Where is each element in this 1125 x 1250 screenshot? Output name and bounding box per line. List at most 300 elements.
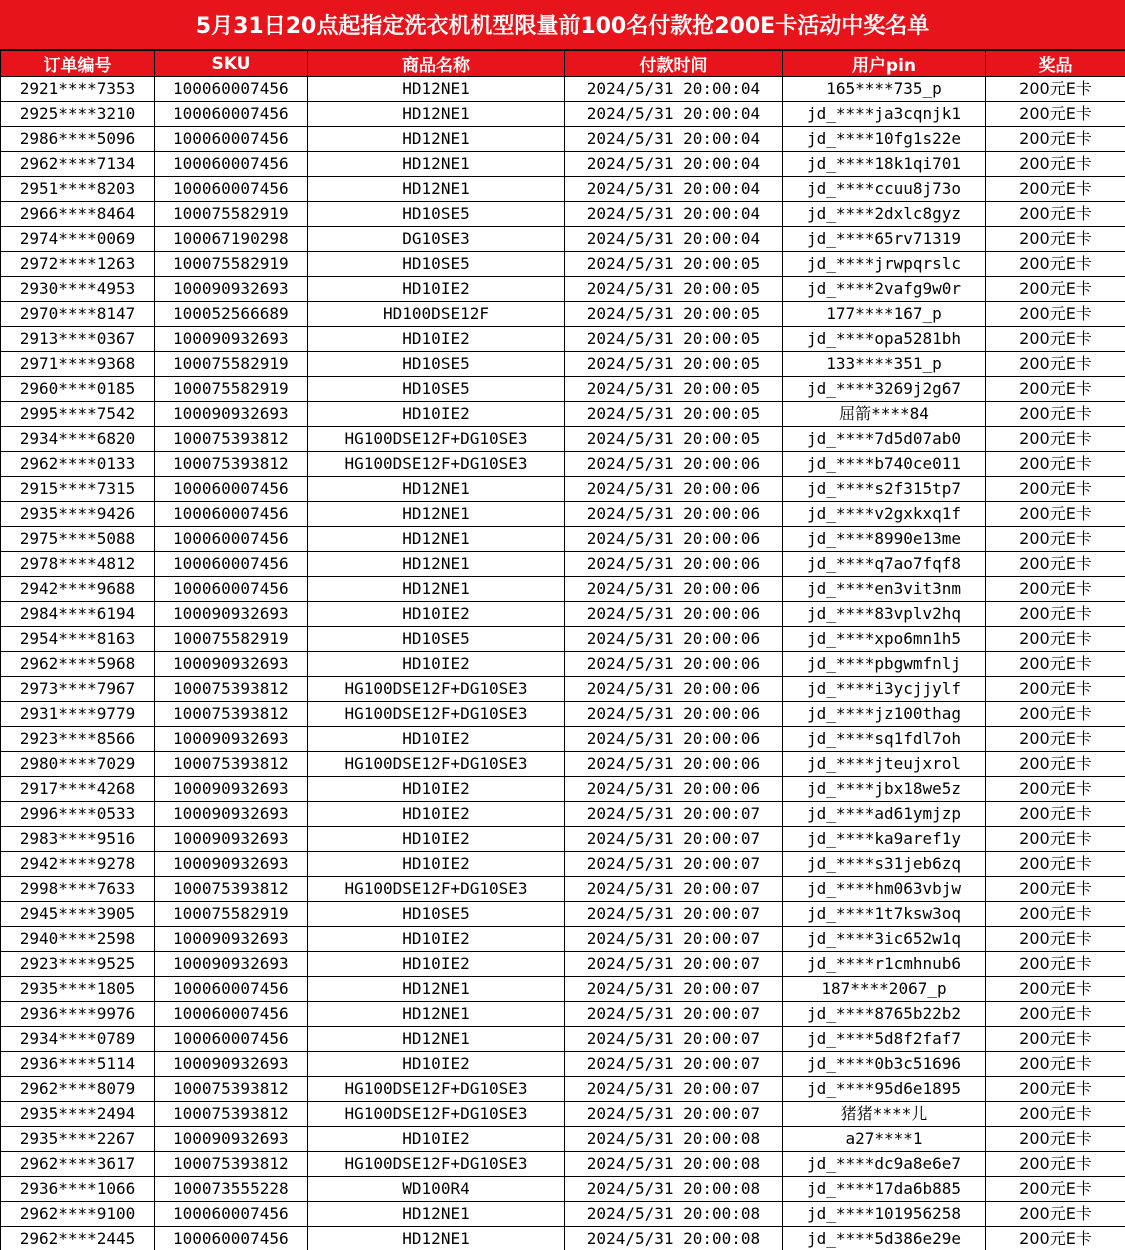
product-name-cell: HG100DSE12F+DG10SE3 — [308, 1077, 565, 1102]
product-name-cell: HD12NE1 — [308, 152, 565, 177]
order-id-cell: 2962****0133 — [1, 452, 155, 477]
sku-cell: 100060007456 — [155, 502, 308, 527]
user-pin-cell: jd_****jteujxrol — [783, 752, 986, 777]
payment-time-cell: 2024/5/31 20:00:05 — [565, 327, 783, 352]
table-row — [1, 352, 1125, 377]
sku-cell: 100090932693 — [155, 952, 308, 977]
table-row — [1, 152, 1125, 177]
payment-time-cell: 2024/5/31 20:00:08 — [565, 1177, 783, 1202]
table-row — [1, 527, 1125, 552]
product-name-cell: HD10IE2 — [308, 327, 565, 352]
product-name-cell: HG100DSE12F+DG10SE3 — [308, 677, 565, 702]
product-name-cell: HD12NE1 — [308, 977, 565, 1002]
product-name-cell: HD10IE2 — [308, 802, 565, 827]
user-pin-cell: jd_****ka9aref1y — [783, 827, 986, 852]
table-row — [1, 877, 1125, 902]
prize-cell: 200元E卡 — [986, 527, 1125, 552]
order-id-cell: 2971****9368 — [1, 352, 155, 377]
prize-cell: 200元E卡 — [986, 502, 1125, 527]
product-name-cell: HD10SE5 — [308, 902, 565, 927]
product-name-cell: HD12NE1 — [308, 1202, 565, 1227]
table-row — [1, 852, 1125, 877]
user-pin-cell: jd_****95d6e1895 — [783, 1077, 986, 1102]
payment-time-cell: 2024/5/31 20:00:08 — [565, 1202, 783, 1227]
order-id-cell: 2945****3905 — [1, 902, 155, 927]
user-pin-cell: a27****1 — [783, 1127, 986, 1152]
order-id-cell: 2913****0367 — [1, 327, 155, 352]
order-id-cell: 2984****6194 — [1, 602, 155, 627]
table-row — [1, 77, 1125, 102]
prize-cell: 200元E卡 — [986, 252, 1125, 277]
order-id-cell: 2915****7315 — [1, 477, 155, 502]
sku-cell: 100060007456 — [155, 552, 308, 577]
order-id-cell: 2962****7134 — [1, 152, 155, 177]
prize-cell: 200元E卡 — [986, 452, 1125, 477]
sku-cell: 100075582919 — [155, 202, 308, 227]
product-name-cell: HD100DSE12F — [308, 302, 565, 327]
order-id-cell: 2931****9779 — [1, 702, 155, 727]
payment-time-cell: 2024/5/31 20:00:04 — [565, 127, 783, 152]
order-id-cell: 2935****2267 — [1, 1127, 155, 1152]
product-name-cell: HG100DSE12F+DG10SE3 — [308, 702, 565, 727]
product-name-cell: HG100DSE12F+DG10SE3 — [308, 452, 565, 477]
payment-time-cell: 2024/5/31 20:00:06 — [565, 552, 783, 577]
payment-time-cell: 2024/5/31 20:00:05 — [565, 252, 783, 277]
payment-time-cell: 2024/5/31 20:00:07 — [565, 977, 783, 1002]
prize-cell: 200元E卡 — [986, 752, 1125, 777]
sku-cell: 100073555228 — [155, 1177, 308, 1202]
user-pin-cell: jd_****3ic652w1q — [783, 927, 986, 952]
product-name-cell: HG100DSE12F+DG10SE3 — [308, 1152, 565, 1177]
user-pin-cell: jd_****8765b22b2 — [783, 1002, 986, 1027]
user-pin-cell: jd_****17da6b885 — [783, 1177, 986, 1202]
product-name-cell: HD10IE2 — [308, 777, 565, 802]
table-row — [1, 127, 1125, 152]
payment-time-cell: 2024/5/31 20:00:06 — [565, 652, 783, 677]
sku-cell: 100060007456 — [155, 77, 308, 102]
table-row — [1, 1227, 1125, 1250]
table-row — [1, 552, 1125, 577]
sku-cell: 100090932693 — [155, 727, 308, 752]
product-name-cell: HD10IE2 — [308, 927, 565, 952]
table-row — [1, 752, 1125, 777]
user-pin-cell: jd_****q7ao7fqf8 — [783, 552, 986, 577]
product-name-cell: HD12NE1 — [308, 102, 565, 127]
prize-cell: 200元E卡 — [986, 152, 1125, 177]
prize-cell: 200元E卡 — [986, 177, 1125, 202]
order-id-cell: 2972****1263 — [1, 252, 155, 277]
table-row — [1, 302, 1125, 327]
order-id-cell: 2998****7633 — [1, 877, 155, 902]
table-row — [1, 202, 1125, 227]
user-pin-cell: jd_****18k1qi701 — [783, 152, 986, 177]
table-row — [1, 602, 1125, 627]
product-name-cell: HD10IE2 — [308, 277, 565, 302]
prize-cell: 200元E卡 — [986, 627, 1125, 652]
user-pin-cell: jd_****jrwpqrslc — [783, 252, 986, 277]
product-name-cell: HD10IE2 — [308, 1127, 565, 1152]
order-id-cell: 2995****7542 — [1, 402, 155, 427]
prize-cell: 200元E卡 — [986, 352, 1125, 377]
product-name-cell: HD10IE2 — [308, 1052, 565, 1077]
user-pin-cell: jd_****sq1fdl7oh — [783, 727, 986, 752]
user-pin-cell: jd_****2vafg9w0r — [783, 277, 986, 302]
sku-cell: 100090932693 — [155, 827, 308, 852]
order-id-cell: 2960****0185 — [1, 377, 155, 402]
product-name-cell: HD12NE1 — [308, 552, 565, 577]
order-id-cell: 2930****4953 — [1, 277, 155, 302]
product-name-cell: HD10SE5 — [308, 627, 565, 652]
order-id-cell: 2974****0069 — [1, 227, 155, 252]
order-id-cell: 2954****8163 — [1, 627, 155, 652]
order-id-cell: 2936****1066 — [1, 1177, 155, 1202]
sku-cell: 100075393812 — [155, 877, 308, 902]
payment-time-cell: 2024/5/31 20:00:07 — [565, 1052, 783, 1077]
order-id-cell: 2923****9525 — [1, 952, 155, 977]
order-id-cell: 2935****1805 — [1, 977, 155, 1002]
order-id-cell: 2935****9426 — [1, 502, 155, 527]
prize-cell: 200元E卡 — [986, 552, 1125, 577]
product-name-cell: HG100DSE12F+DG10SE3 — [308, 427, 565, 452]
table-row — [1, 1052, 1125, 1077]
user-pin-cell: jd_****opa5281bh — [783, 327, 986, 352]
table-row — [1, 427, 1125, 452]
table-row — [1, 1177, 1125, 1202]
table-row — [1, 927, 1125, 952]
product-name-cell: HD10SE5 — [308, 377, 565, 402]
user-pin-cell: jd_****v2gxkxq1f — [783, 502, 986, 527]
prize-cell: 200元E卡 — [986, 1227, 1125, 1250]
user-pin-cell: jd_****jbx18we5z — [783, 777, 986, 802]
prize-cell: 200元E卡 — [986, 577, 1125, 602]
user-pin-cell: jd_****0b3c51696 — [783, 1052, 986, 1077]
sku-cell: 100090932693 — [155, 927, 308, 952]
user-pin-cell: jd_****jz100thag — [783, 702, 986, 727]
table-row — [1, 102, 1125, 127]
sku-cell: 100067190298 — [155, 227, 308, 252]
product-name-cell: HD10SE5 — [308, 252, 565, 277]
table-row — [1, 252, 1125, 277]
order-id-cell: 2962****8079 — [1, 1077, 155, 1102]
table-row — [1, 227, 1125, 252]
order-id-cell: 2921****7353 — [1, 77, 155, 102]
prize-cell: 200元E卡 — [986, 652, 1125, 677]
payment-time-cell: 2024/5/31 20:00:06 — [565, 577, 783, 602]
payment-time-cell: 2024/5/31 20:00:07 — [565, 1102, 783, 1127]
user-pin-cell: jd_****s31jeb6zq — [783, 852, 986, 877]
user-pin-cell: jd_****3269j2g67 — [783, 377, 986, 402]
product-name-cell: HD12NE1 — [308, 77, 565, 102]
order-id-cell: 2975****5088 — [1, 527, 155, 552]
user-pin-cell: jd_****dc9a8e6e7 — [783, 1152, 986, 1177]
table-row — [1, 1077, 1125, 1102]
winner-table — [0, 50, 1125, 1250]
user-pin-cell: jd_****65rv71319 — [783, 227, 986, 252]
product-name-cell: HD10SE5 — [308, 352, 565, 377]
sku-cell: 100060007456 — [155, 152, 308, 177]
sku-cell: 100090932693 — [155, 1127, 308, 1152]
table-row — [1, 727, 1125, 752]
order-id-cell: 2942****9688 — [1, 577, 155, 602]
sku-cell: 100060007456 — [155, 1202, 308, 1227]
product-name-cell: HD12NE1 — [308, 177, 565, 202]
table-row — [1, 652, 1125, 677]
payment-time-cell: 2024/5/31 20:00:07 — [565, 1027, 783, 1052]
user-pin-cell: jd_****r1cmhnub6 — [783, 952, 986, 977]
user-pin-cell: jd_****xpo6mn1h5 — [783, 627, 986, 652]
user-pin-cell: jd_****i3ycjjylf — [783, 677, 986, 702]
user-pin-cell: jd_****hm063vbjw — [783, 877, 986, 902]
user-pin-cell: jd_****b740ce011 — [783, 452, 986, 477]
sku-cell: 100060007456 — [155, 527, 308, 552]
prize-cell: 200元E卡 — [986, 802, 1125, 827]
payment-time-cell: 2024/5/31 20:00:07 — [565, 927, 783, 952]
payment-time-cell: 2024/5/31 20:00:07 — [565, 802, 783, 827]
sku-cell: 100075393812 — [155, 452, 308, 477]
sku-cell: 100090932693 — [155, 652, 308, 677]
prize-cell: 200元E卡 — [986, 1127, 1125, 1152]
sku-cell: 100060007456 — [155, 477, 308, 502]
order-id-cell: 2942****9278 — [1, 852, 155, 877]
table-row — [1, 327, 1125, 352]
sku-cell: 100075582919 — [155, 377, 308, 402]
product-name-cell: HG100DSE12F+DG10SE3 — [308, 1102, 565, 1127]
user-pin-cell: jd_****ja3cqnjk1 — [783, 102, 986, 127]
order-id-cell: 2978****4812 — [1, 552, 155, 577]
product-name-cell: HD10IE2 — [308, 827, 565, 852]
payment-time-cell: 2024/5/31 20:00:05 — [565, 402, 783, 427]
prize-cell: 200元E卡 — [986, 427, 1125, 452]
sku-cell: 100075582919 — [155, 252, 308, 277]
order-id-cell: 2940****2598 — [1, 927, 155, 952]
prize-cell: 200元E卡 — [986, 327, 1125, 352]
user-pin-cell: jd_****2dxlc8gyz — [783, 202, 986, 227]
sku-cell: 100090932693 — [155, 852, 308, 877]
col-header-payment-time: 付款时间 — [565, 51, 783, 77]
payment-time-cell: 2024/5/31 20:00:07 — [565, 902, 783, 927]
table-row — [1, 1202, 1125, 1227]
user-pin-cell: 133****351_p — [783, 352, 986, 377]
product-name-cell: HD12NE1 — [308, 1227, 565, 1250]
sku-cell: 100075582919 — [155, 352, 308, 377]
prize-cell: 200元E卡 — [986, 977, 1125, 1002]
table-row — [1, 902, 1125, 927]
sku-cell: 100060007456 — [155, 177, 308, 202]
order-id-cell: 2936****5114 — [1, 1052, 155, 1077]
sku-cell: 100075393812 — [155, 677, 308, 702]
sku-cell: 100090932693 — [155, 327, 308, 352]
user-pin-cell: jd_****1t7ksw3oq — [783, 902, 986, 927]
table-row — [1, 377, 1125, 402]
product-name-cell: WD100R4 — [308, 1177, 565, 1202]
order-id-cell: 2925****3210 — [1, 102, 155, 127]
prize-cell: 200元E卡 — [986, 877, 1125, 902]
order-id-cell: 2923****8566 — [1, 727, 155, 752]
user-pin-cell: jd_****5d8f2faf7 — [783, 1027, 986, 1052]
payment-time-cell: 2024/5/31 20:00:04 — [565, 152, 783, 177]
table-row — [1, 827, 1125, 852]
payment-time-cell: 2024/5/31 20:00:05 — [565, 277, 783, 302]
payment-time-cell: 2024/5/31 20:00:06 — [565, 627, 783, 652]
payment-time-cell: 2024/5/31 20:00:05 — [565, 377, 783, 402]
product-name-cell: HD10IE2 — [308, 852, 565, 877]
user-pin-cell: jd_****ad61ymjzp — [783, 802, 986, 827]
order-id-cell: 2966****8464 — [1, 202, 155, 227]
prize-cell: 200元E卡 — [986, 1002, 1125, 1027]
payment-time-cell: 2024/5/31 20:00:06 — [565, 727, 783, 752]
col-header-user-pin: 用户pin — [783, 51, 986, 77]
user-pin-cell: jd_****en3vit3nm — [783, 577, 986, 602]
table-row — [1, 777, 1125, 802]
payment-time-cell: 2024/5/31 20:00:06 — [565, 527, 783, 552]
order-id-cell: 2934****0789 — [1, 1027, 155, 1052]
sku-cell: 100075393812 — [155, 752, 308, 777]
prize-cell: 200元E卡 — [986, 1077, 1125, 1102]
order-id-cell: 2962****9100 — [1, 1202, 155, 1227]
product-name-cell: HD10IE2 — [308, 952, 565, 977]
table-row — [1, 1152, 1125, 1177]
product-name-cell: HD12NE1 — [308, 127, 565, 152]
sku-cell: 100060007456 — [155, 102, 308, 127]
order-id-cell: 2935****2494 — [1, 1102, 155, 1127]
table-row — [1, 402, 1125, 427]
user-pin-cell: jd_****5d386e29e — [783, 1227, 986, 1250]
header-row — [1, 51, 1125, 77]
prize-cell: 200元E卡 — [986, 952, 1125, 977]
prize-cell: 200元E卡 — [986, 377, 1125, 402]
table-row — [1, 1127, 1125, 1152]
user-pin-cell: 177****167_p — [783, 302, 986, 327]
sku-cell: 100060007456 — [155, 1002, 308, 1027]
prize-cell: 200元E卡 — [986, 827, 1125, 852]
payment-time-cell: 2024/5/31 20:00:06 — [565, 452, 783, 477]
prize-cell: 200元E卡 — [986, 602, 1125, 627]
table-row — [1, 627, 1125, 652]
order-id-cell: 2970****8147 — [1, 302, 155, 327]
sku-cell: 100075582919 — [155, 902, 308, 927]
order-id-cell: 2996****0533 — [1, 802, 155, 827]
table-row — [1, 952, 1125, 977]
table-row — [1, 1027, 1125, 1052]
prize-cell: 200元E卡 — [986, 302, 1125, 327]
prize-cell: 200元E卡 — [986, 227, 1125, 252]
payment-time-cell: 2024/5/31 20:00:07 — [565, 1077, 783, 1102]
payment-time-cell: 2024/5/31 20:00:04 — [565, 227, 783, 252]
table-body — [1, 77, 1125, 1250]
order-id-cell: 2917****4268 — [1, 777, 155, 802]
col-header-product-name: 商品名称 — [308, 51, 565, 77]
prize-cell: 200元E卡 — [986, 1102, 1125, 1127]
product-name-cell: HG100DSE12F+DG10SE3 — [308, 752, 565, 777]
product-name-cell: HD12NE1 — [308, 502, 565, 527]
table-row — [1, 702, 1125, 727]
user-pin-cell: jd_****pbgwmfnlj — [783, 652, 986, 677]
sku-cell: 100075393812 — [155, 427, 308, 452]
order-id-cell: 2934****6820 — [1, 427, 155, 452]
product-name-cell: HD10IE2 — [308, 402, 565, 427]
payment-time-cell: 2024/5/31 20:00:06 — [565, 702, 783, 727]
table-row — [1, 502, 1125, 527]
sku-cell: 100075393812 — [155, 1102, 308, 1127]
product-name-cell: HD12NE1 — [308, 527, 565, 552]
sku-cell: 100060007456 — [155, 577, 308, 602]
col-header-prize: 奖品 — [986, 51, 1125, 77]
sku-cell: 100090932693 — [155, 277, 308, 302]
prize-cell: 200元E卡 — [986, 852, 1125, 877]
product-name-cell: HD10SE5 — [308, 202, 565, 227]
prize-cell: 200元E卡 — [986, 1177, 1125, 1202]
table-row — [1, 277, 1125, 302]
sku-cell: 100090932693 — [155, 602, 308, 627]
sku-cell: 100090932693 — [155, 402, 308, 427]
order-id-cell: 2951****8203 — [1, 177, 155, 202]
order-id-cell: 2986****5096 — [1, 127, 155, 152]
product-name-cell: HD12NE1 — [308, 477, 565, 502]
sku-cell: 100075393812 — [155, 1077, 308, 1102]
payment-time-cell: 2024/5/31 20:00:08 — [565, 1127, 783, 1152]
payment-time-cell: 2024/5/31 20:00:07 — [565, 827, 783, 852]
payment-time-cell: 2024/5/31 20:00:08 — [565, 1152, 783, 1177]
payment-time-cell: 2024/5/31 20:00:04 — [565, 177, 783, 202]
sku-cell: 100060007456 — [155, 127, 308, 152]
payment-time-cell: 2024/5/31 20:00:07 — [565, 877, 783, 902]
prize-cell: 200元E卡 — [986, 702, 1125, 727]
sheet-title: 5月31日20点起指定洗衣机机型限量前100名付款抢200E卡活动中奖名单 — [0, 0, 1125, 50]
prize-cell: 200元E卡 — [986, 277, 1125, 302]
payment-time-cell: 2024/5/31 20:00:06 — [565, 477, 783, 502]
order-id-cell: 2980****7029 — [1, 752, 155, 777]
product-name-cell: HD10IE2 — [308, 652, 565, 677]
payment-time-cell: 2024/5/31 20:00:05 — [565, 427, 783, 452]
prize-cell: 200元E卡 — [986, 202, 1125, 227]
user-pin-cell: 猪猪****儿 — [783, 1102, 986, 1127]
table-row — [1, 177, 1125, 202]
user-pin-cell: jd_****ccuu8j73o — [783, 177, 986, 202]
product-name-cell: HD12NE1 — [308, 1002, 565, 1027]
order-id-cell: 2962****2445 — [1, 1227, 155, 1250]
sku-cell: 100075393812 — [155, 702, 308, 727]
payment-time-cell: 2024/5/31 20:00:06 — [565, 602, 783, 627]
payment-time-cell: 2024/5/31 20:00:04 — [565, 102, 783, 127]
payment-time-cell: 2024/5/31 20:00:07 — [565, 1002, 783, 1027]
sku-cell: 100060007456 — [155, 1227, 308, 1250]
user-pin-cell: jd_****7d5d07ab0 — [783, 427, 986, 452]
sku-cell: 100090932693 — [155, 777, 308, 802]
payment-time-cell: 2024/5/31 20:00:07 — [565, 852, 783, 877]
payment-time-cell: 2024/5/31 20:00:05 — [565, 352, 783, 377]
table-row — [1, 802, 1125, 827]
order-id-cell: 2962****3617 — [1, 1152, 155, 1177]
sku-cell: 100090932693 — [155, 1052, 308, 1077]
payment-time-cell: 2024/5/31 20:00:04 — [565, 202, 783, 227]
payment-time-cell: 2024/5/31 20:00:07 — [565, 952, 783, 977]
prize-cell: 200元E卡 — [986, 1052, 1125, 1077]
table-row — [1, 452, 1125, 477]
table-row — [1, 677, 1125, 702]
product-name-cell: DG10SE3 — [308, 227, 565, 252]
prize-cell: 200元E卡 — [986, 727, 1125, 752]
prize-cell: 200元E卡 — [986, 927, 1125, 952]
order-id-cell: 2936****9976 — [1, 1002, 155, 1027]
product-name-cell: HG100DSE12F+DG10SE3 — [308, 877, 565, 902]
user-pin-cell: 187****2067_p — [783, 977, 986, 1002]
prize-cell: 200元E卡 — [986, 1202, 1125, 1227]
user-pin-cell: jd_****10fg1s22e — [783, 127, 986, 152]
product-name-cell: HD12NE1 — [308, 1027, 565, 1052]
payment-time-cell: 2024/5/31 20:00:08 — [565, 1227, 783, 1250]
prize-cell: 200元E卡 — [986, 77, 1125, 102]
prize-cell: 200元E卡 — [986, 1152, 1125, 1177]
